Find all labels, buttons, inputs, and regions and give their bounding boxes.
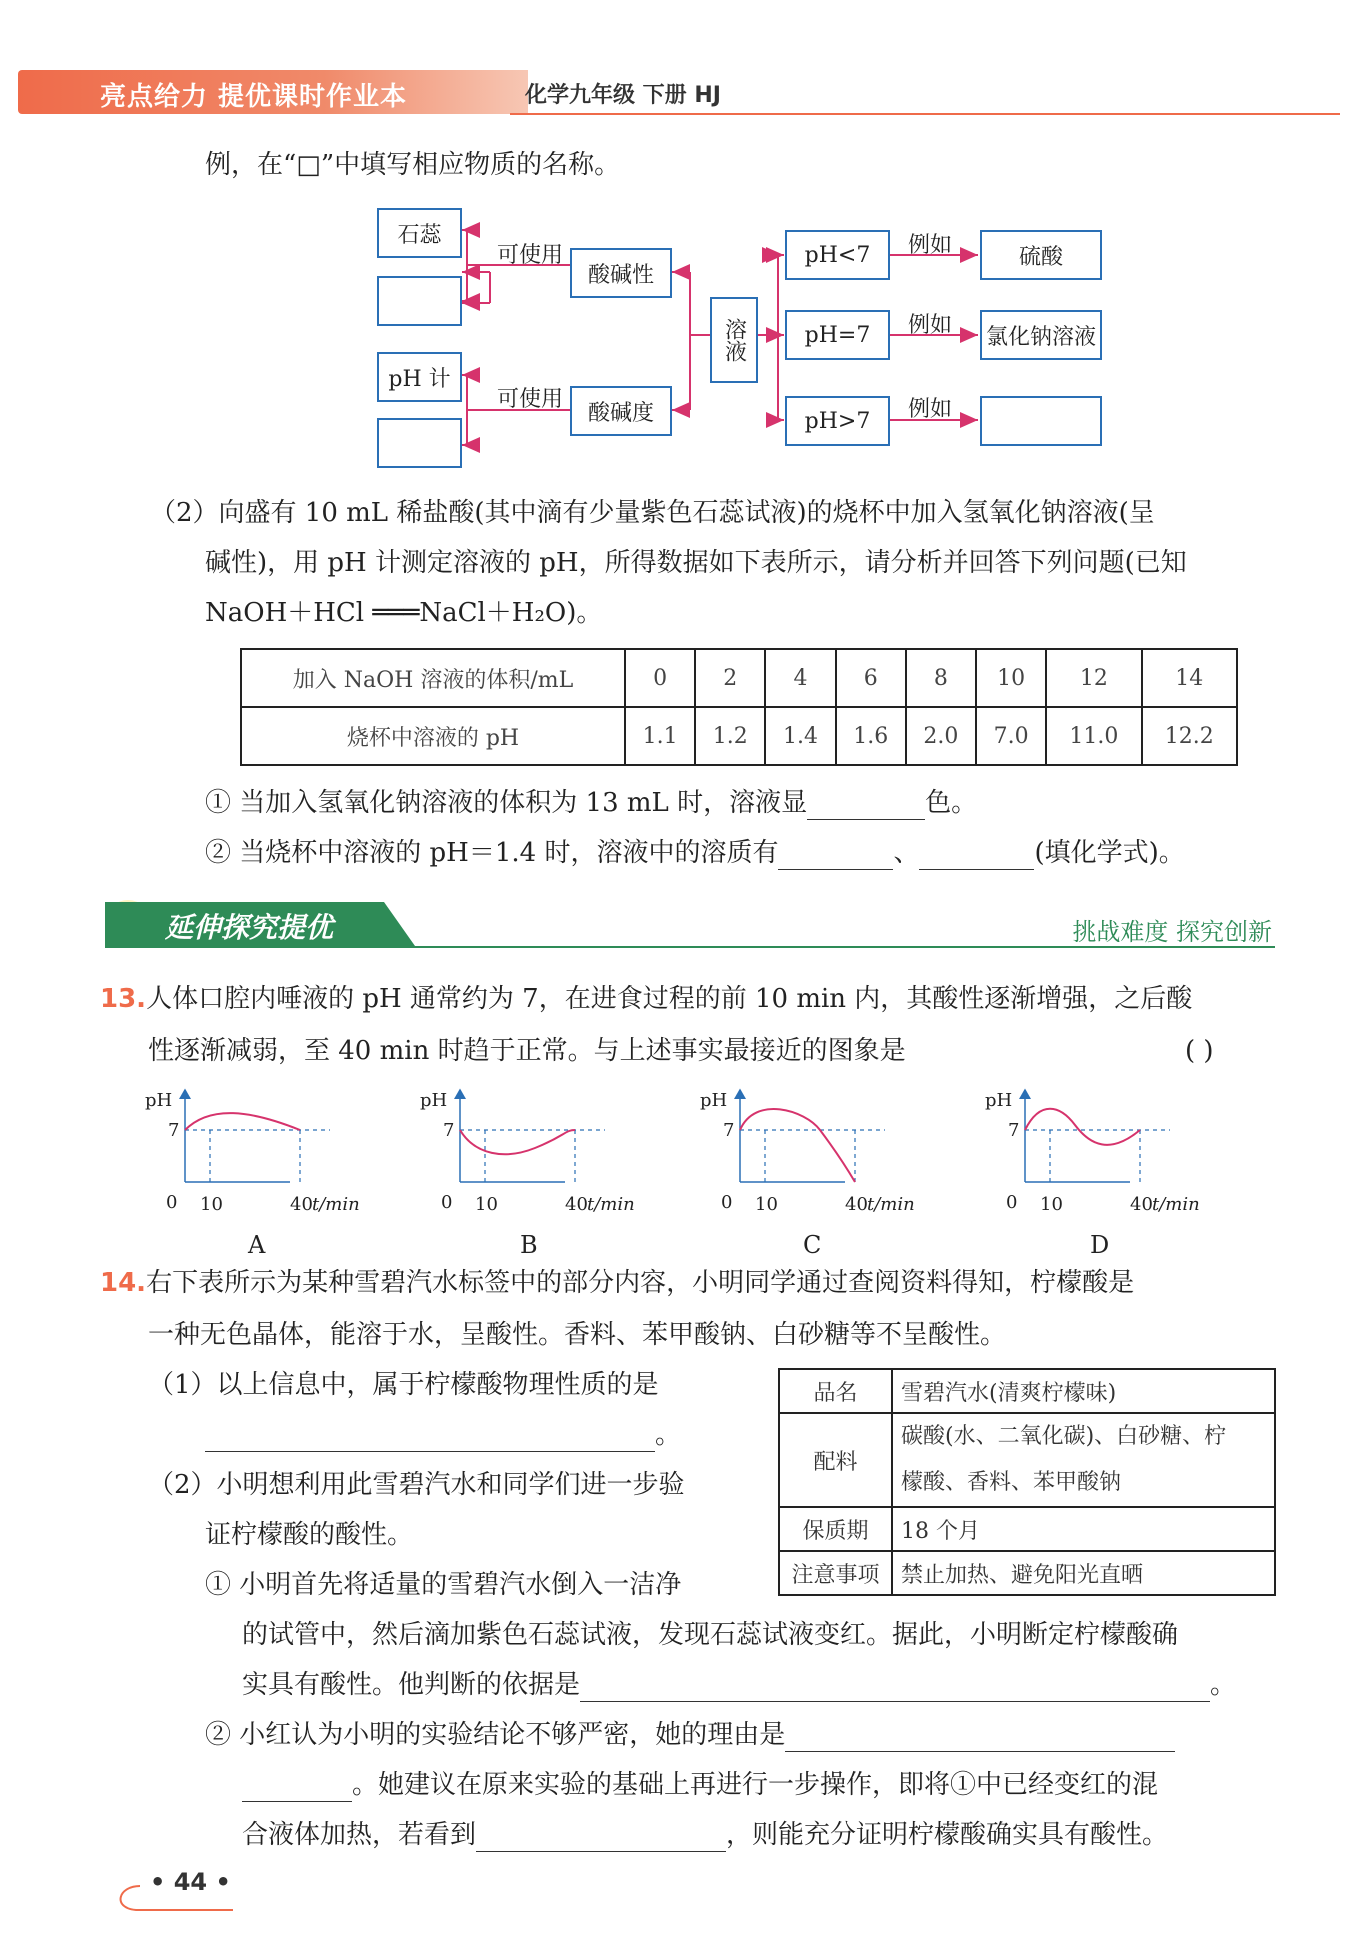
table-row bbox=[779, 1369, 1275, 1413]
table-row bbox=[779, 1413, 1275, 1507]
q14-s2b: 。她建议在原来实验的基础上再进行一步操作，即将①中已经变红的混 bbox=[352, 1770, 1159, 1800]
table-cell: 8 bbox=[906, 649, 976, 707]
ingredients-line2: 檬酸、香料、苯甲酸钠 bbox=[901, 1470, 1122, 1495]
ph-meter-box: pH 计 bbox=[377, 352, 462, 402]
x-axis-unit: t/min bbox=[867, 1194, 915, 1215]
tick-label-40: 40 bbox=[845, 1194, 868, 1215]
intro-line: 例，在“□”中填写相应物质的名称。 bbox=[205, 150, 621, 180]
q12-2-line2: 碱性)，用 pH 计测定溶液的 pH，所得数据如下表所示，请分析并回答下列问题(已知 bbox=[205, 548, 1187, 578]
table-cell: 2.0 bbox=[906, 707, 976, 765]
graph-d bbox=[985, 1090, 1200, 1215]
table-cell: 0 bbox=[625, 649, 695, 707]
section-title: 延伸探究提优 bbox=[165, 911, 334, 944]
q14-line2: 一种无色晶体，能溶于水，呈酸性。香料、苯甲酸钠、白砂糖等不呈酸性。 bbox=[148, 1320, 1007, 1350]
section-subtitle: 挑战难度 探究创新 bbox=[1072, 918, 1272, 946]
table-cell: 10 bbox=[976, 649, 1046, 707]
row-label-ph: 烧杯中溶液的 pH bbox=[241, 707, 625, 765]
q13-text1: 人体口腔内唾液的 pH 通常约为 7，在进食过程的前 10 min 内，其酸性逐渐增强，之后酸 bbox=[146, 984, 1193, 1014]
table-cell: 12 bbox=[1046, 649, 1141, 707]
litmus-box: 石蕊 bbox=[377, 208, 462, 258]
q14-p1-answer bbox=[205, 1418, 681, 1452]
row-label-volume: 加入 NaOH 溶液的体积/mL bbox=[241, 649, 625, 707]
label-value: 禁止加热、避免阳光直晒 bbox=[892, 1551, 1275, 1595]
q14-s2a-line bbox=[205, 1718, 1175, 1752]
q14-s1c: 实具有酸性。他判断的依据是 bbox=[242, 1670, 581, 1700]
sodium-chloride-box: 氯化钠溶液 bbox=[980, 310, 1102, 360]
table-row bbox=[779, 1507, 1275, 1551]
q14-s1c-line bbox=[242, 1668, 1236, 1702]
table-cell: 1.4 bbox=[765, 707, 835, 765]
graph-c bbox=[700, 1090, 915, 1215]
q12-2-line3: NaOH＋HCl ═══NaCl＋H₂O)。 bbox=[205, 598, 603, 628]
label-key: 品名 bbox=[779, 1369, 892, 1413]
q12-2-line1: （2）向盛有 10 mL 稀盐酸(其中滴有少量紫色石蕊试液)的烧杯中加入氢氧化钠溶液(呈 bbox=[150, 498, 1155, 528]
q14-s2c: 合液体加热，若看到 bbox=[242, 1820, 477, 1850]
option-label-c: C bbox=[803, 1231, 822, 1259]
label-key: 注意事项 bbox=[779, 1551, 892, 1595]
option-label-a: A bbox=[248, 1231, 266, 1259]
sub2-text: ② 当烧杯中溶液的 pH＝1.4 时，溶液中的溶质有 bbox=[205, 838, 779, 868]
q14-s1a: ① 小明首先将适量的雪碧汽水倒入一洁净 bbox=[205, 1570, 682, 1600]
q13-graphs bbox=[140, 1080, 1230, 1265]
q13-line2: 性逐渐减弱，至 40 min 时趋于正常。与上述事实最接近的图象是 bbox=[148, 1036, 906, 1066]
ph-curve bbox=[460, 1130, 575, 1154]
ph-equal-7-box: pH=7 bbox=[785, 310, 890, 360]
header-rule bbox=[510, 113, 1340, 115]
tick-label-40: 40 bbox=[1130, 1194, 1153, 1215]
ph-data-table bbox=[240, 648, 1238, 766]
table-row bbox=[241, 707, 1237, 765]
answer-blank-physical[interactable] bbox=[205, 1425, 655, 1452]
q14-s2c-end: ，则能充分证明柠檬酸确实具有酸性。 bbox=[726, 1820, 1169, 1850]
header-grade: 化学九年级 下册 HJ bbox=[525, 83, 721, 108]
label-key: 配料 bbox=[779, 1413, 892, 1507]
q12-2-sub2 bbox=[205, 836, 1185, 870]
tick-label-7: 7 bbox=[443, 1120, 455, 1141]
page-number: • 44 • bbox=[150, 1868, 231, 1896]
table-cell: 1.6 bbox=[836, 707, 906, 765]
product-label-table bbox=[778, 1368, 1276, 1596]
example-label-1: 例如 bbox=[908, 233, 953, 258]
table-cell: 14 bbox=[1142, 649, 1237, 707]
ph-curve bbox=[185, 1113, 300, 1130]
q14-p2b: 证柠檬酸的酸性。 bbox=[205, 1520, 414, 1550]
table-cell: 6 bbox=[836, 649, 906, 707]
graph-b bbox=[420, 1090, 635, 1215]
x-axis-unit: t/min bbox=[1152, 1194, 1200, 1215]
origin-label: 0 bbox=[166, 1192, 178, 1213]
q14-s1b: 的试管中，然后滴加紫色石蕊试液，发现石蕊试液变红。据此，小明断定柠檬酸确 bbox=[242, 1620, 1179, 1650]
origin-label: 0 bbox=[721, 1192, 733, 1213]
answer-blank-solute-1[interactable] bbox=[778, 843, 893, 870]
ph-greater-7-box: pH>7 bbox=[785, 396, 890, 446]
tick-label-10: 10 bbox=[1040, 1194, 1063, 1215]
q13-number: 13. bbox=[100, 984, 147, 1014]
q14-s2b-line bbox=[242, 1768, 1158, 1802]
origin-label: 0 bbox=[1006, 1192, 1018, 1213]
blank-box-ph-tool[interactable] bbox=[377, 418, 462, 468]
q14-line1 bbox=[100, 1266, 1134, 1300]
acidity-degree-box: 酸碱度 bbox=[570, 386, 672, 436]
sub2-sep: 、 bbox=[893, 838, 920, 868]
use-label-2: 可使用 bbox=[497, 387, 564, 412]
sulfuric-acid-box: 硫酸 bbox=[980, 230, 1102, 280]
example-label-3: 例如 bbox=[908, 397, 953, 422]
ph-curve bbox=[1025, 1109, 1140, 1145]
answer-blank-observation[interactable] bbox=[476, 1825, 726, 1852]
table-row bbox=[779, 1551, 1275, 1595]
option-label-b: B bbox=[520, 1231, 538, 1259]
y-axis-label: pH bbox=[420, 1090, 448, 1111]
sub2-end: (填化学式)。 bbox=[1034, 838, 1185, 868]
table-row bbox=[241, 649, 1237, 707]
q14-text1: 右下表所示为某种雪碧汽水标签中的部分内容，小明同学通过查阅资料得知，柠檬酸是 bbox=[146, 1268, 1135, 1298]
x-axis-unit: t/min bbox=[312, 1194, 360, 1215]
table-cell: 11.0 bbox=[1046, 707, 1141, 765]
label-value: 雪碧汽水(清爽柠檬味) bbox=[892, 1369, 1275, 1413]
y-axis-label: pH bbox=[145, 1090, 173, 1111]
solution-box: 溶液 bbox=[710, 297, 758, 383]
option-label-d: D bbox=[1090, 1231, 1110, 1259]
q14-s2a: ② 小红认为小明的实验结论不够严密，她的理由是 bbox=[205, 1720, 786, 1750]
blank-box-example[interactable] bbox=[980, 396, 1102, 446]
answer-blank-color[interactable] bbox=[807, 793, 925, 820]
label-key: 保质期 bbox=[779, 1507, 892, 1551]
table-cell: 2 bbox=[695, 649, 765, 707]
table-cell: 7.0 bbox=[976, 707, 1046, 765]
answer-blank-reason-1[interactable] bbox=[785, 1725, 1175, 1752]
q14-s1-end: 。 bbox=[1210, 1670, 1237, 1700]
header-title: 亮点给力 提优课时作业本 bbox=[100, 82, 408, 112]
table-cell: 4 bbox=[765, 649, 835, 707]
q14-s2c-line bbox=[242, 1818, 1168, 1852]
y-axis-label: pH bbox=[985, 1090, 1013, 1111]
example-label-2: 例如 bbox=[908, 313, 953, 338]
tick-label-40: 40 bbox=[565, 1194, 588, 1215]
tick-label-40: 40 bbox=[290, 1194, 313, 1215]
tick-label-10: 10 bbox=[200, 1194, 223, 1215]
tick-label-10: 10 bbox=[755, 1194, 778, 1215]
blank-box-indicator[interactable] bbox=[377, 276, 462, 326]
q14-p1-end: 。 bbox=[655, 1420, 682, 1450]
table-cell: 1.1 bbox=[625, 707, 695, 765]
answer-blank-reason-2[interactable] bbox=[242, 1775, 352, 1802]
graph-a bbox=[145, 1090, 360, 1215]
origin-label: 0 bbox=[441, 1192, 453, 1213]
label-value bbox=[892, 1413, 1275, 1507]
table-cell: 12.2 bbox=[1142, 707, 1237, 765]
q13-answer-paren[interactable]: ( ) bbox=[1185, 1036, 1214, 1066]
acidity-box: 酸碱性 bbox=[570, 248, 672, 298]
q12-2-sub1 bbox=[205, 786, 977, 820]
label-value: 18 个月 bbox=[892, 1507, 1275, 1551]
answer-blank-solute-2[interactable] bbox=[919, 843, 1034, 870]
use-label-1: 可使用 bbox=[497, 243, 564, 268]
q14-number: 14. bbox=[100, 1268, 147, 1298]
sub1-text: ① 当加入氢氧化钠溶液的体积为 13 mL 时，溶液显 bbox=[205, 788, 808, 818]
q14-p2a: （2）小明想利用此雪碧汽水和同学们进一步验 bbox=[148, 1470, 685, 1500]
ph-less-7-box: pH<7 bbox=[785, 230, 890, 280]
sub1-end: 色。 bbox=[925, 788, 978, 818]
tick-label-7: 7 bbox=[168, 1120, 180, 1141]
tick-label-10: 10 bbox=[475, 1194, 498, 1215]
q13-line1 bbox=[100, 982, 1192, 1016]
x-axis-unit: t/min bbox=[587, 1194, 635, 1215]
ph-curve bbox=[740, 1109, 855, 1182]
tick-label-7: 7 bbox=[1008, 1120, 1020, 1141]
q14-p1: （1）以上信息中，属于柠檬酸物理性质的是 bbox=[148, 1370, 659, 1400]
ingredients-line1: 碳酸(水、二氧化碳)、白砂糖、柠 bbox=[901, 1424, 1227, 1449]
y-axis-label: pH bbox=[700, 1090, 728, 1111]
table-cell: 1.2 bbox=[695, 707, 765, 765]
tick-label-7: 7 bbox=[723, 1120, 735, 1141]
answer-blank-basis[interactable] bbox=[580, 1675, 1210, 1702]
